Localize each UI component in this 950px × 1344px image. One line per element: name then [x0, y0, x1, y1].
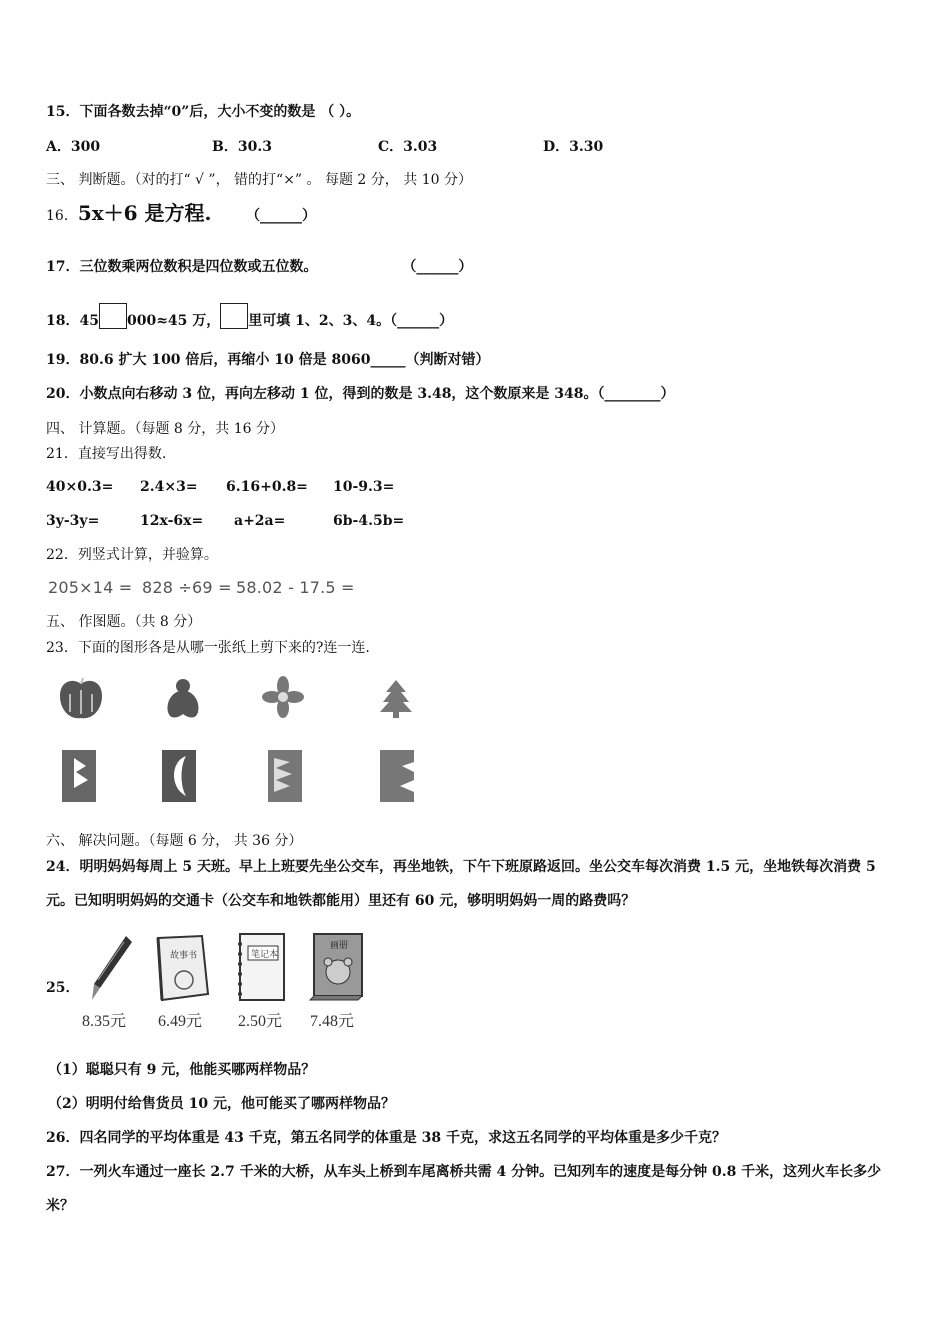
q15-option-d[interactable]: D．3.30 [543, 139, 604, 155]
q21-item: 3y-3y= [46, 513, 100, 529]
q15-option-a[interactable]: A．300 [46, 139, 101, 155]
q21-item: 6b-4.5b= [333, 513, 405, 529]
q21-item: 12x-6x= [140, 513, 204, 529]
tree-shape-icon [376, 678, 416, 720]
q25-number: 25． [46, 980, 80, 996]
q18-part-a: 18．45 [46, 313, 99, 329]
section-3-heading: 三、 判断题。（对的打“ √ ”， 错的打“×” 。 每题 2 分， 共 10 分） [46, 172, 472, 188]
q26: 26．四名同学的平均体重是 43 千克，第五名同学的体重是 38 千克，求这五名同学的平均体重是多少千克？ [46, 1130, 726, 1146]
q18-part-b: 000≈45 万， [126, 313, 221, 329]
q25-sub2: （2）明明付给售货员 10 元，他可能买了哪两样物品？ [48, 1096, 395, 1112]
paper-3-icon [266, 748, 306, 804]
q18 [46, 303, 453, 331]
q21-item: 10-9.3= [333, 479, 395, 495]
paper-4-icon [378, 748, 418, 804]
q16 [46, 203, 316, 226]
section-5-heading: 五、 作图题。（共 8 分） [46, 614, 202, 630]
notebook-label: 笔记本 [251, 950, 279, 960]
flower-shape-icon [262, 676, 304, 718]
q21-item: a+2a= [234, 513, 286, 529]
q17-text: 17．三位数乘两位数积是四位数或五位数。 [46, 259, 318, 275]
q24: 24．明明妈妈每周上 5 天班。早上上班要先坐公交车，再坐地铁，下午下班原路返回。坐公交车每次消费 1.5 元，坐地铁每次消费 5 元。已知明明妈妈的交通卡（公交车和地铁都能用）里还有 60 元，够明明妈妈一周的路费吗？ [46, 859, 876, 909]
q15-option-c[interactable]: C．3.03 [378, 139, 438, 155]
q25-sub1: （1）聪聪只有 9 元，他能买哪两样物品？ [48, 1062, 316, 1078]
q22-expr: 828 ÷69 = [142, 578, 232, 597]
gourd-shape-icon [160, 674, 206, 722]
q16-expression: 5x＋6 是方程. [77, 201, 212, 225]
album-icon [306, 930, 368, 1004]
q18-box-2[interactable] [220, 303, 248, 329]
q18-part-c: 里可填 1、2、3、4。（______） [248, 313, 454, 329]
paper-2-icon [160, 748, 200, 804]
q17 [46, 257, 472, 277]
q27: 27．一列火车通过一座长 2.7 千米的大桥，从车头上桥到车尾离桥共需 4 分钟。已知列车的速度是每分钟 0.8 千米，这列火车长多少米？ [46, 1164, 882, 1214]
q21-item: 6.16+0.8= [226, 479, 308, 495]
section-4-heading: 四、 计算题。（每题 8 分，共 16 分） [46, 421, 284, 437]
q16-number: 16． [46, 208, 78, 224]
apple-shape-icon [56, 676, 106, 722]
q18-box-1[interactable] [99, 303, 127, 329]
album-label: 画册 [330, 941, 349, 951]
price-album: 7.48元 [310, 1013, 355, 1030]
q19: 19．80.6 扩大 100 倍后，再缩小 10 倍是 8060_____（判断对错） [46, 352, 490, 368]
price-notebook: 2.50元 [238, 1013, 283, 1030]
q23-title: 23．下面的图形各是从哪一张纸上剪下来的?连一连. [46, 640, 370, 656]
section-6-heading: 六、 解决问题。（每题 6 分， 共 36 分） [46, 833, 303, 849]
q21-item: 40×0.3= [46, 479, 114, 495]
price-pen: 8.35元 [82, 1013, 127, 1030]
storybook-icon [152, 932, 212, 1004]
q22-title: 22．列竖式计算，并验算。 [46, 547, 218, 563]
notebook-icon [234, 932, 290, 1004]
q17-blank[interactable]: （______） [402, 259, 473, 275]
paper-1-icon [60, 748, 100, 804]
q21-title: 21．直接写出得数. [46, 446, 167, 462]
q20: 20．小数点向右移动 3 位，再向左移动 1 位，得到的数是 3.48，这个数原来是 348。（________） [46, 386, 675, 402]
pen-icon [86, 932, 134, 1004]
storybook-label: 故事书 [170, 951, 198, 961]
price-storybook: 6.49元 [158, 1013, 203, 1030]
q22-expr: 58.02 - 17.5 = [236, 578, 355, 597]
q16-blank[interactable]: （______） [245, 208, 316, 224]
q15-option-b[interactable]: B．30.3 [212, 139, 272, 155]
q15-stem: 15．下面各数去掉“0”后，大小不变的数是 （ ）。 [46, 104, 361, 120]
q22-expr: 205×14 = [48, 578, 133, 597]
q21-item: 2.4×3= [140, 479, 198, 495]
